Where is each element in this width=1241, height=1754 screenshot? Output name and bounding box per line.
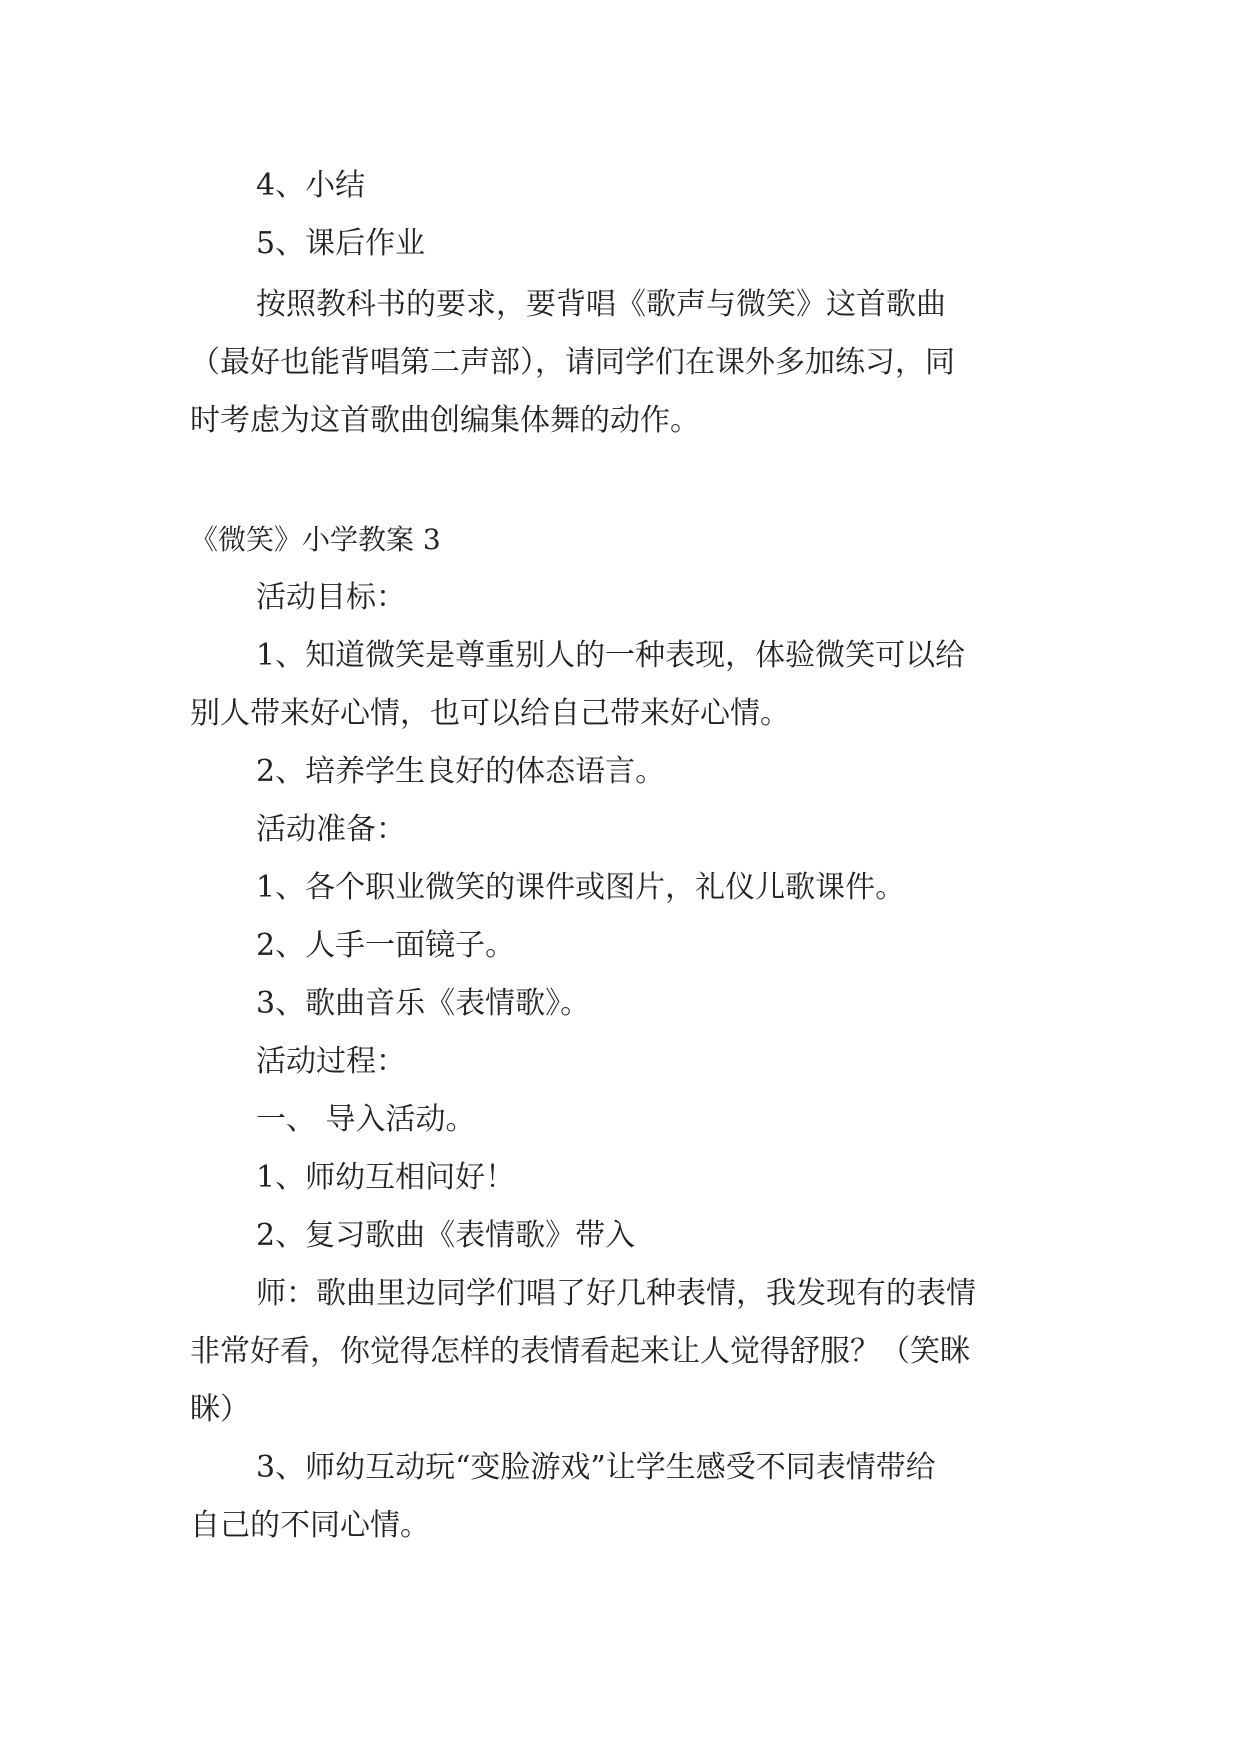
item-summary: 4、小结 (256, 168, 366, 203)
step-1: 1、师幼互相问好！ (256, 1160, 516, 1195)
step-3-line-2: 自己的不同心情。 (190, 1508, 430, 1543)
goal-2: 2、培养学生良好的体态语言。 (256, 754, 666, 789)
goals-heading: 活动目标： (256, 580, 406, 615)
prep-item-1: 1、各个职业微笑的课件或图片，礼仪儿歌课件。 (256, 870, 906, 905)
homework-paragraph-line-2: （最好也能背唱第二声部），请同学们在课外多加练习，同 (190, 345, 955, 380)
step-2: 2、复习歌曲《表情歌》带入 (256, 1218, 636, 1253)
homework-paragraph-line-3: 时考虑为这首歌曲创编集体舞的动作。 (190, 403, 700, 438)
homework-paragraph-line-1: 按照教科书的要求，要背唱《歌声与微笑》这首歌曲 (256, 287, 946, 322)
goal-1-line-2: 别人带来好心情，也可以给自己带来好心情。 (190, 696, 790, 731)
goal-1-line-1: 1、知道微笑是尊重别人的一种表现，体验微笑可以给 (256, 638, 966, 673)
teacher-paragraph-line-1: 师：歌曲里边同学们唱了好几种表情，我发现有的表情 (256, 1276, 976, 1311)
item-homework: 5、课后作业 (256, 226, 426, 261)
step-intro: 一、 导入活动。 (256, 1102, 476, 1137)
step-3-line-1: 3、师幼互动玩“变脸游戏”让学生感受不同表情带给 (256, 1450, 936, 1485)
teacher-paragraph-line-2: 非常好看，你觉得怎样的表情看起来让人觉得舒服？（笑眯 (190, 1334, 970, 1369)
section-title: 《微笑》小学教案 3 (190, 523, 441, 556)
prep-heading: 活动准备： (256, 812, 406, 847)
prep-item-2: 2、人手一面镜子。 (256, 928, 516, 963)
teacher-paragraph-line-3: 眯） (190, 1392, 250, 1427)
process-heading: 活动过程： (256, 1044, 406, 1079)
prep-item-3: 3、歌曲音乐《表情歌》。 (256, 986, 591, 1021)
